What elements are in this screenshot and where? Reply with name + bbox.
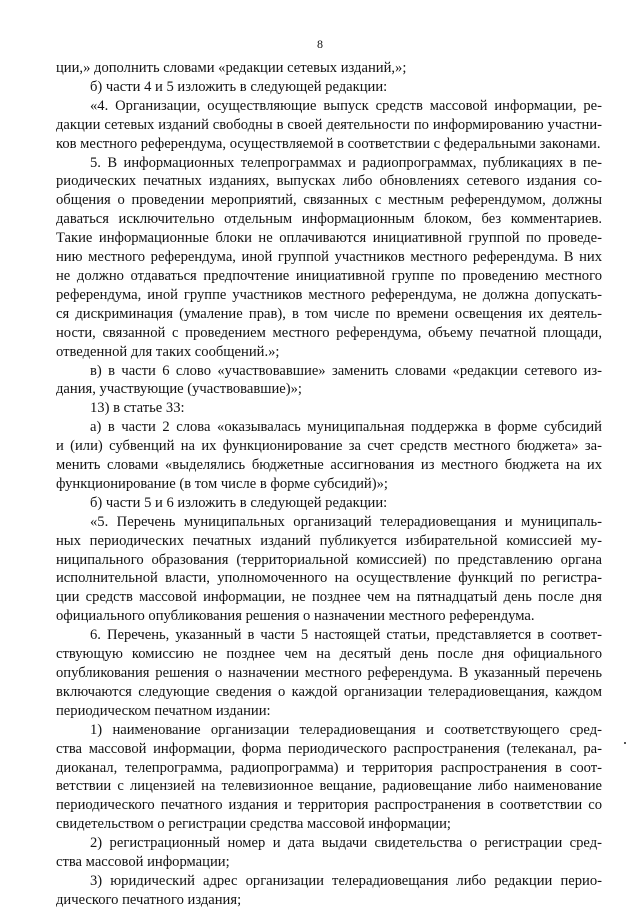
text-line: свидетельством о регистрации средства массовой информации;: [56, 816, 451, 833]
text-line: нию местного референдума, иной группой участников местного референдума. В них: [56, 249, 602, 266]
text-line: ности, связанной с проведением местного референдума, объему печатной площади,: [56, 324, 602, 341]
text-line: ства массовой информации;: [56, 854, 230, 871]
text-line: риодических печатных изданиях, выпусках либо обновлениях сетевого издания со-: [56, 173, 602, 190]
text-line: включаются следующие сведения о каждой организации телерадиовещания, каждом: [56, 683, 602, 700]
text-line: официального опубликования решения о назначении местного референдума.: [56, 608, 535, 625]
text-line: даваться исключительно отдельным информационным блоком, без комментариев.: [56, 211, 602, 228]
text-line: дакции сетевых изданий свободны в своей деятельности по информированию участни-: [56, 116, 602, 133]
text-line: ветствии с лицензией на телевизионное вещание, радиовещание либо наименование: [56, 778, 602, 795]
text-line: 2) регистрационный номер и дата выдачи свидетельства о регистрации сред-: [90, 835, 602, 852]
text-line: «4. Организации, осуществляющие выпуск средств массовой информации, ре-: [90, 97, 602, 114]
text-line: и (или) субвенций на их функционирование за счет средств местного бюджета» за-: [56, 438, 602, 455]
scan-mark: [624, 742, 626, 744]
text-line: в) в части 6 слово «участвовавшие» заменить словами «редакции сетевого из-: [90, 362, 602, 379]
text-line: 5. В информационных телепрограммах и радиопрограммах, публикациях в пе-: [90, 154, 602, 171]
text-line: референдума, иной группе участников местного референдума, не должна допускать-: [56, 286, 602, 303]
text-line: ков местного референдума, осуществляемой в соответствии с федеральными законами.: [56, 135, 601, 152]
text-line: ных периодических печатных изданий публикуется избирательной комиссией му-: [56, 532, 602, 549]
text-line: периодическом печатном издании:: [56, 702, 271, 719]
page-number: 8: [317, 37, 323, 51]
text-line: дания, участвующие (участвовавшие)»;: [56, 381, 302, 398]
text-line: исполнительной власти, уполномоченного на осуществление функций по регистра-: [56, 570, 602, 587]
text-line: ции,» дополнить словами «редакции сетевых изданий,»;: [56, 60, 407, 76]
text-line: ции средств массовой информации, не позднее чем на пятнадцатый день после дня: [56, 589, 602, 606]
text-line: ствующую комиссию не позднее чем на десятый день после дня официального: [56, 646, 602, 663]
text-line: 1) наименование организации телерадиовещания и соответствующего сред-: [90, 721, 602, 738]
text-line: «5. Перечень муниципальных организаций телерадиовещания и муниципаль-: [90, 513, 602, 530]
text-line: общения о проведении мероприятий, связанных с местным референдумом, должны: [56, 192, 602, 209]
document-body: [56, 59, 602, 910]
text-line: диоканал, телепрограмма, радиопрограмма) и территория распространения в соот-: [56, 759, 602, 776]
text-line: не должно отдаваться предпочтение инициативной группе по проведению местного: [56, 267, 602, 284]
text-line: ся дискриминация (умаление прав), в том числе по времени освещения их деятель-: [56, 305, 602, 322]
text-line: 3) юридический адрес организации телерадиовещания либо редакции перио-: [90, 872, 602, 889]
text-line: б) части 5 и 6 изложить в следующей редакции:: [90, 494, 388, 511]
text-line: б) части 4 и 5 изложить в следующей редакции:: [90, 78, 388, 95]
text-line: периодического печатного издания и территория распространения в соответствии со: [56, 797, 602, 814]
text-line: отведенной для таких сообщений.»;: [56, 343, 280, 360]
text-line: 13) в статье 33:: [90, 400, 185, 417]
text-line: опубликования решения о назначении местного референдума. В указанный перечень: [56, 665, 602, 681]
text-line: менить словами «выделялись бюджетные ассигнования из местного бюджета на их: [56, 457, 602, 474]
text-line: ниципального образования (территориальной комиссией) по представлению органа: [56, 551, 602, 568]
text-line: а) в части 2 слова «оказывалась муниципальная поддержка в форме субсидий: [90, 419, 602, 436]
text-line: дического печатного издания;: [56, 891, 242, 908]
text-line: Такие информационные блоки не оплачиваются инициативной группой по проведе-: [56, 230, 602, 247]
text-line: ства массовой информации, форма периодического распространения (телеканал, ра-: [56, 740, 602, 757]
text-line: 6. Перечень, указанный в части 5 настоящей статьи, представляется в соответ-: [90, 627, 602, 644]
text-line: функционирование (в том числе в форме субсидий)»;: [56, 475, 388, 492]
